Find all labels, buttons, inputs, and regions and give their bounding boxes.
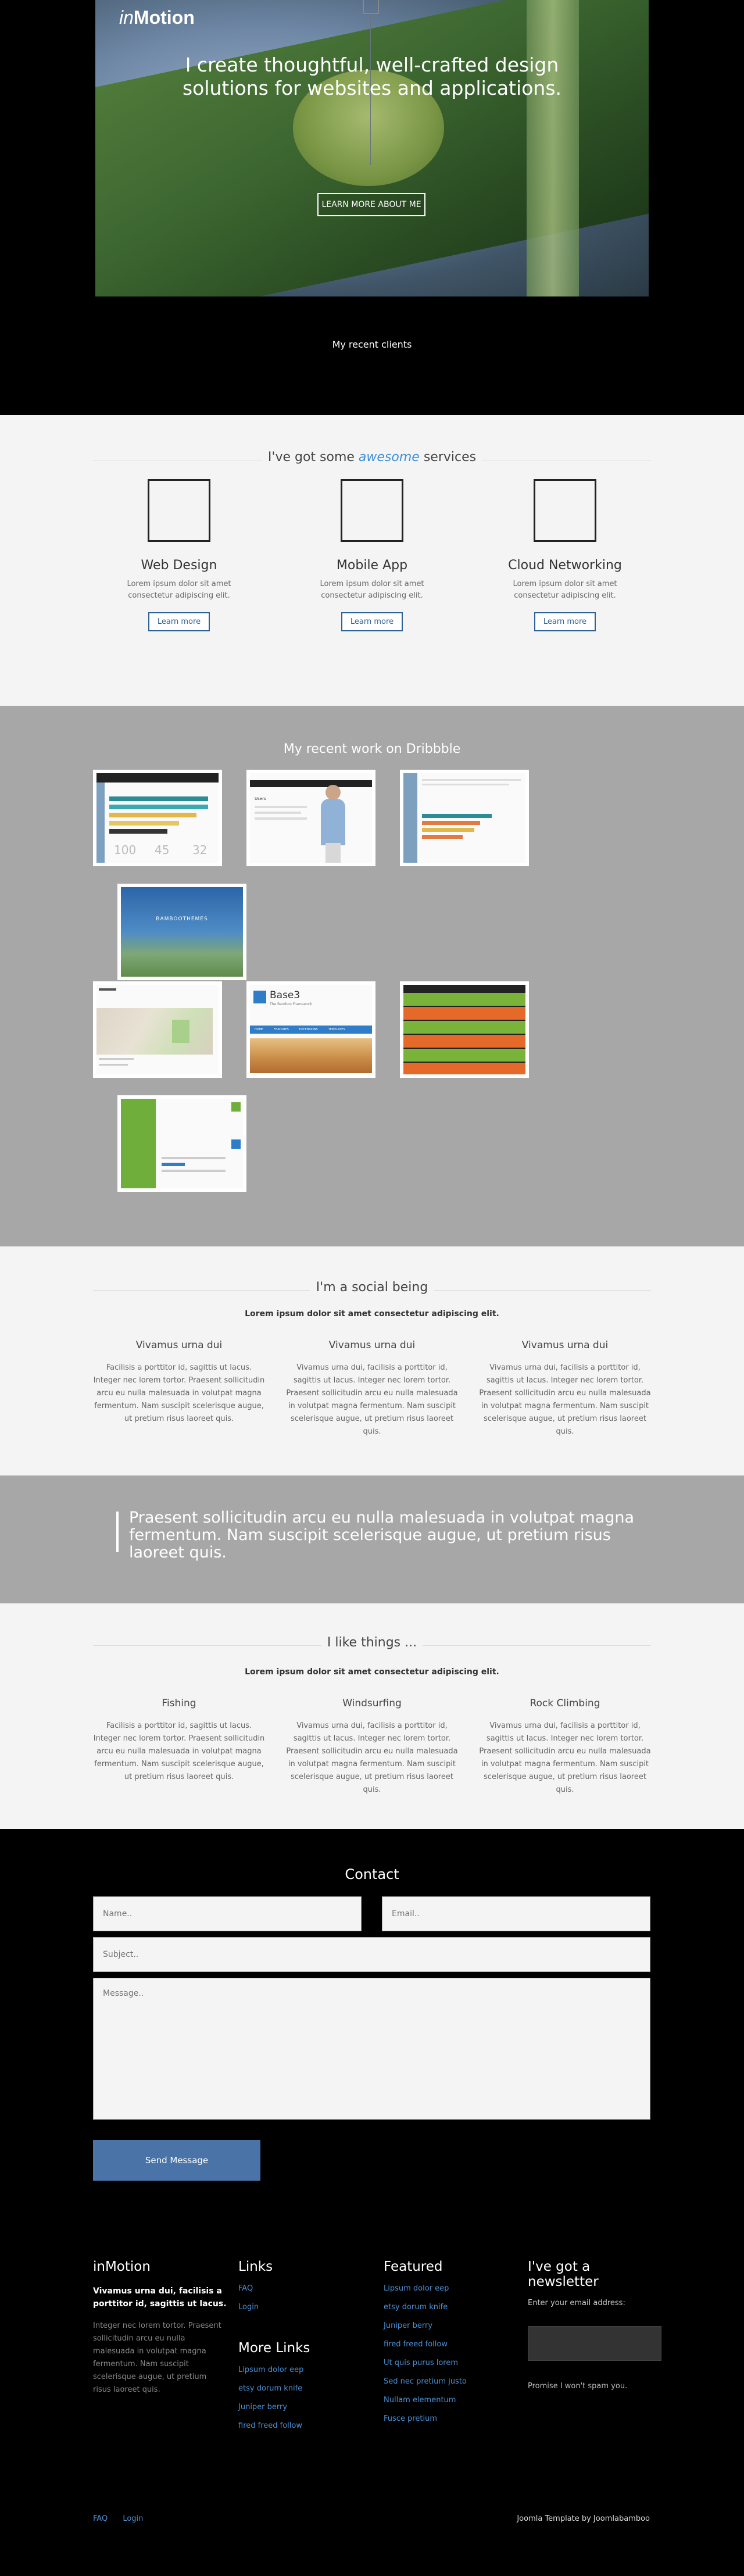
quote-bar xyxy=(116,1512,119,1552)
subject-input[interactable] xyxy=(93,1937,650,1972)
template-credit: Joomla Template by Joomlabamboo xyxy=(517,2514,650,2523)
dribbble-shot-dashboard[interactable] xyxy=(93,770,222,866)
dribbble-title: My recent work on Dribbble xyxy=(283,742,461,756)
more-link[interactable]: Juniper berry xyxy=(238,2403,288,2411)
users-heading: Users xyxy=(255,796,266,801)
stat-value: 100 xyxy=(114,843,137,857)
things-lead: Lorem ipsum dolor sit amet consectetur adipiscing elit. xyxy=(245,1667,499,1677)
learn-more-about-me-button[interactable]: LEARN MORE ABOUT ME xyxy=(317,193,425,216)
more-link[interactable]: Lipsum dolor eep xyxy=(238,2366,304,2374)
service-cloud-networking: Cloud Networking Lorem ipsum dolor sit amet consectetur adipiscing elit. Learn more xyxy=(495,479,635,631)
services-title: I've got some awesome services xyxy=(0,450,744,465)
service-mobile-app: Mobile App Lorem ipsum dolor sit amet consectetur adipiscing elit. Learn more xyxy=(302,479,442,631)
dribbble-shot-bamboothemes[interactable] xyxy=(117,884,246,980)
dribbble-shot-colorful-list[interactable] xyxy=(400,981,529,1078)
footer-featured: Featured Lipsum dolor eep etsy dorum knife Juniper berry fired freed follow Ut quis purus lorem Sed nec pretium justo Nullam elementum Fusce pretium xyxy=(384,2259,517,2423)
footer-link-faq[interactable]: FAQ xyxy=(238,2284,253,2293)
bottom-link-login[interactable]: Login xyxy=(123,2514,144,2523)
footer-about: inMotion Vivamus urna dui, facilisis a porttitor id, sagittis ut lacus. Integer nec lorem tortor. Praesent sollicitudin arcu eu nulla malesuada in volutpat magna fermentum. Nam suscipit scelerisque augue, ut pretium risus laoreet quis. xyxy=(93,2259,227,2394)
thing-rock-climbing: Rock Climbing Vivamus urna dui, facilisis a porttitor id, sagittis ut lacus. Integer nec lorem tortor. Praesent sollicitudin arcu eu nulla malesuada in volutpat magna fermentum. Nam suscipit scelerisque augue, ut pretium risus laoreet quis. xyxy=(479,1698,651,1794)
dribbble-shot-bars[interactable] xyxy=(400,770,529,866)
newsletter-email-input[interactable] xyxy=(528,2326,661,2361)
dribbble-shot-map[interactable] xyxy=(93,981,222,1078)
menu-toggle-icon[interactable] xyxy=(363,0,379,14)
cloud-networking-icon xyxy=(534,479,596,542)
mobile-app-icon xyxy=(341,479,403,542)
hero-grasshopper-image xyxy=(95,0,649,296)
featured-link[interactable]: fired freed follow xyxy=(384,2340,448,2349)
stat-value: 45 xyxy=(155,843,170,857)
message-textarea[interactable] xyxy=(93,1978,650,2120)
things-title: I like things ... xyxy=(0,1635,744,1650)
service-web-design: Web Design Lorem ipsum dolor sit amet consectetur adipiscing elit. Learn more xyxy=(109,479,249,631)
services-section xyxy=(0,415,744,706)
social-lead: Lorem ipsum dolor sit amet consectetur adipiscing elit. xyxy=(245,1309,499,1319)
featured-link[interactable]: Juniper berry xyxy=(384,2321,433,2330)
hero-section xyxy=(0,0,744,415)
featured-link[interactable]: Sed nec pretium justo xyxy=(384,2377,467,2386)
footer-links: Links FAQ Login More Links Lipsum dolor eep etsy dorum knife Juniper berry fired freed follow xyxy=(238,2259,372,2430)
bamboothemes-title: BAMBOOTHEMES xyxy=(156,916,208,922)
footer-link-login[interactable]: Login xyxy=(238,2303,259,2311)
base3-subtitle: The Bamboo Framework xyxy=(270,1002,312,1006)
social-section xyxy=(0,1246,744,1475)
social-title: I'm a social being xyxy=(0,1280,744,1295)
quote-text: Praesent sollicitudin arcu eu nulla malesuada in volutpat magna fermentum. Nam suscipit scelerisque augue, ut pretium risus laoreet quis. xyxy=(129,1509,635,1562)
footer-newsletter: I've got a newsletter Enter your email address: Promise I won't spam you. xyxy=(528,2259,661,2391)
site-logo[interactable]: inMotion xyxy=(119,7,195,28)
contact-title: Contact xyxy=(345,1866,399,1882)
social-column: Vivamus urna dui Vivamus urna dui, facilisis a porttitor id, sagittis ut lacus. Integer nec lorem tortor. Praesent sollicitudin arcu eu nulla malesuada in volutpat magna fermentum. Nam suscipit scelerisque augue, ut pretium risus laoreet quis. xyxy=(479,1339,651,1436)
dribbble-shot-base3[interactable]: Base3 The Bamboo Framework HOME FEATURES EXTENSIONS TEMPLATES xyxy=(246,981,375,1078)
mobile-app-learn-more-button[interactable]: Learn more xyxy=(341,612,403,631)
featured-link[interactable]: etsy dorum knife xyxy=(384,2303,448,2311)
social-column: Vivamus urna dui Facilisis a porttitor id, sagittis ut lacus. Integer nec lorem tortor. Praesent sollicitudin arcu eu nulla malesuada in volutpat magna fermentum. Nam suscipit scelerisque augue, ut pretium risus laoreet quis. xyxy=(93,1339,265,1423)
thing-fishing: Fishing Facilisis a porttitor id, sagittis ut lacus. Integer nec lorem tortor. Praesent sollicitudin arcu eu nulla malesuada in volutpat magna fermentum. Nam suscipit scelerisque augue, ut pretium risus laoreet quis. xyxy=(93,1698,265,1781)
send-message-button[interactable]: Send Message xyxy=(93,2140,260,2181)
name-input[interactable] xyxy=(93,1896,362,1931)
bottom-links xyxy=(93,2514,156,2523)
more-link[interactable]: etsy dorum knife xyxy=(238,2384,303,2393)
recent-clients-label: My recent clients xyxy=(332,339,412,350)
dribbble-section xyxy=(0,706,744,1246)
dribbble-shot-app-form[interactable] xyxy=(117,1095,246,1192)
thing-windsurfing: Windsurfing Vivamus urna dui, facilisis a porttitor id, sagittis ut lacus. Integer nec lorem tortor. Praesent sollicitudin arcu eu nulla malesuada in volutpat magna fermentum. Nam suscipit scelerisque augue, ut pretium risus laoreet quis. xyxy=(286,1698,458,1794)
bottom-link-faq[interactable]: FAQ xyxy=(93,2514,108,2523)
web-design-learn-more-button[interactable]: Learn more xyxy=(148,612,210,631)
dribbble-shot-users[interactable] xyxy=(246,770,375,866)
quote-section xyxy=(0,1475,744,1603)
featured-link[interactable]: Fusce pretium xyxy=(384,2414,437,2423)
featured-link[interactable]: Nullam elementum xyxy=(384,2396,456,2404)
email-input[interactable] xyxy=(382,1896,650,1931)
contact-section xyxy=(0,1829,744,2576)
web-design-icon xyxy=(148,479,210,542)
cloud-networking-learn-more-button[interactable]: Learn more xyxy=(534,612,596,631)
base3-title: Base3 xyxy=(270,989,301,1001)
more-link[interactable]: fired freed follow xyxy=(238,2421,302,2430)
social-column: Vivamus urna dui Vivamus urna dui, facilisis a porttitor id, sagittis ut lacus. Integer nec lorem tortor. Praesent sollicitudin arcu eu nulla malesuada in volutpat magna fermentum. Nam suscipit scelerisque augue, ut pretium risus laoreet quis. xyxy=(286,1339,458,1436)
things-section xyxy=(0,1603,744,1829)
featured-link[interactable]: Lipsum dolor eep xyxy=(384,2284,449,2293)
stat-value: 32 xyxy=(192,843,208,857)
featured-link[interactable]: Ut quis purus lorem xyxy=(384,2359,459,2367)
hero-title: I create thoughtful, well-crafted design solutions for websites and applications. xyxy=(182,53,562,99)
